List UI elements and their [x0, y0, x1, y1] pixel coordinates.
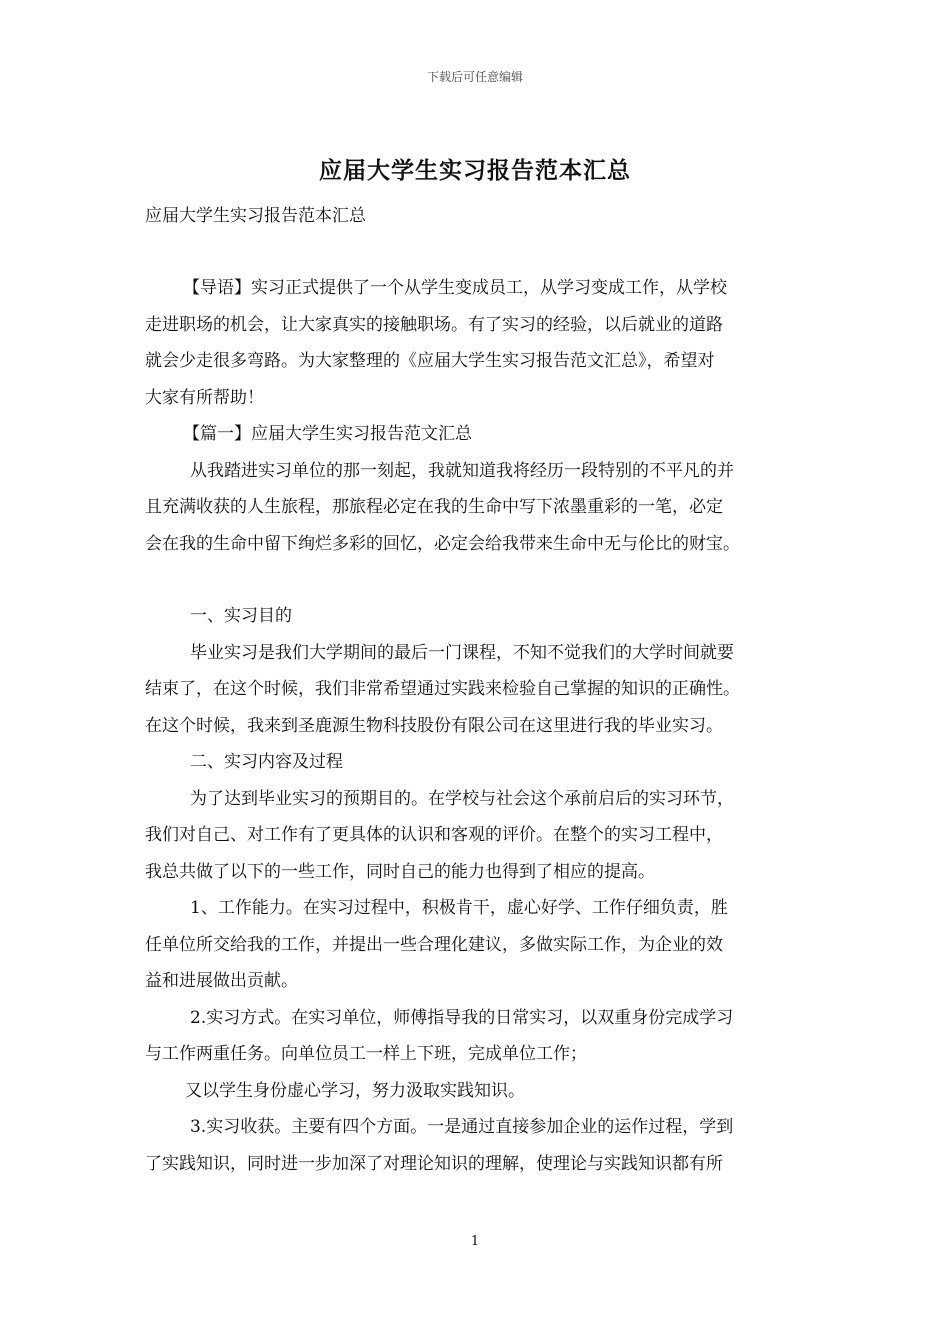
section-heading: 一、实习目的 [190, 606, 292, 626]
section-heading: 二、实习内容及过程 [190, 752, 343, 772]
paragraph-line: 为了达到毕业实习的预期目的。在学校与社会这个承前启后的实习环节， [190, 788, 734, 809]
paragraph-line: 毕业实习是我们大学期间的最后一门课程，不知不觉我们的大学时间就要 [190, 642, 734, 663]
paragraph-line: 任单位所交给我的工作，并提出一些合理化建议，多做实际工作，为企业的效 [145, 934, 723, 955]
paragraph-line: 又以学生身份虚心学习，努力汲取实践知识。 [185, 1080, 525, 1101]
paragraph-line: 从我踏进实习单位的那一刻起，我就知道我将经历一段特别的不平凡的并 [190, 460, 734, 481]
paragraph-line: 了实践知识，同时进一步加深了对理论知识的理解，使理论与实践知识都有所 [145, 1153, 723, 1174]
document-title: 应届大学生实习报告范本汇总 [319, 157, 631, 184]
paragraph-line: 在这个时候，我来到圣鹿源生物科技股份有限公司在这里进行我的毕业实习。 [145, 715, 723, 736]
paragraph-line: 3.实习收获。主要有四个方面。一是通过直接参加企业的运作过程，学到 [190, 1117, 734, 1137]
paragraph-line: 且充满收获的人生旅程，那旅程必定在我的生命中写下浓墨重彩的一笔，必定 [145, 497, 723, 517]
section-heading: 【篇一】应届大学生实习报告范文汇总 [183, 424, 472, 444]
blank-line [145, 562, 817, 598]
paragraph-line: 1、工作能力。在实习过程中，积极肯干，虚心好学、工作仔细负责，胜 [190, 898, 728, 918]
paragraph-line: 【导语】实习正式提供了一个从学生变成员工，从学习变成工作，从学校 [183, 278, 727, 298]
paragraph-line: 结束了，在这个时候，我们非常希望通过实践来检验自己掌握的知识的正确性。 [145, 679, 740, 699]
document-subtitle: 应届大学生实习报告范本汇总 [145, 206, 366, 226]
paragraph-line: 大家有所帮助！ [145, 387, 264, 408]
header-note: 下载后可任意编辑 [426, 70, 523, 84]
paragraph-line: 走进职场的机会，让大家真实的接触职场。有了实习的经验，以后就业的道路 [145, 314, 723, 335]
paragraph-line: 就会少走很多弯路。为大家整理的《应届大学生实习报告范文汇总》，希望对 [145, 351, 715, 371]
paragraph-line: 益和进展做出贡献。 [145, 971, 298, 991]
paragraph-line: 会在我的生命中留下绚烂多彩的回忆，必定会给我带来生命中无与伦比的财宝。 [145, 533, 740, 554]
paragraph-line: 与工作两重任务。向单位员工一样上下班，完成单位工作； [145, 1044, 587, 1064]
paragraph-line: 2.实习方式。在实习单位，师傅指导我的日常实习，以双重身份完成学习 [190, 1007, 734, 1028]
page-number: 1 [470, 1234, 480, 1249]
paragraph-line: 我们对自己、对工作有了更具体的认识和客观的评价。在整个的实习工程中， [145, 825, 723, 845]
document-body [145, 270, 817, 1182]
paragraph-line: 我总共做了以下的一些工作，同时自己的能力也得到了相应的提高。 [145, 861, 655, 882]
